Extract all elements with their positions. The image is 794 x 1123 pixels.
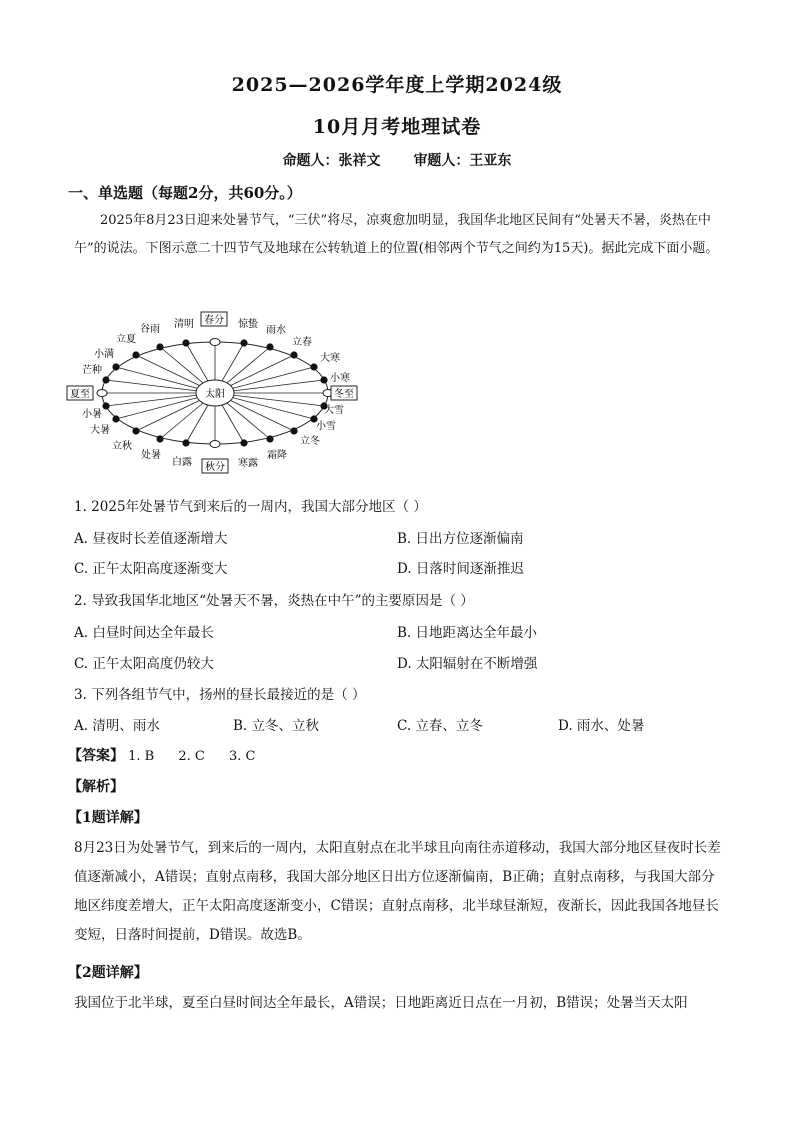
answer-label: 【答案】 [68,748,124,764]
section-heading: 一、单选题（每题2分，共60分。） [68,184,302,202]
label-guyu: 谷雨 [140,324,160,335]
q3-option-c: C. 立春、立冬 [397,718,483,734]
q2-detail-text: 我国位于北半球，夏至白昼时间达全年最长，A错误；日地距离近日点在一月初，B错误；处暑当天太阳 [74,995,688,1011]
q2-option-a: A. 白昼时间达全年最长 [74,625,214,641]
label-yushui: 雨水 [266,325,286,336]
label-lixia: 立夏 [116,334,136,345]
sun-label: 太阳 [205,389,225,400]
label-dashu: 大暑 [90,425,110,436]
reviewer: 审题人：王亚东 [413,153,512,169]
label-spring-equinox: 春分 [204,315,224,326]
label-liqiu: 立秋 [112,441,132,452]
label-autumn-equinox: 秋分 [205,462,225,473]
q3-option-d: D. 雨水、处暑 [558,718,645,734]
label-hanlu: 寒露 [238,458,258,469]
label-xiaoxue: 小雪 [316,421,336,432]
question-2-stem: 2. 导致我国华北地区“处暑天不暑，炎热在中午”的主要原因是（ ） [74,593,474,609]
label-lichun: 立春 [292,337,312,348]
q1-option-d: D. 日落时间逐渐推迟 [397,561,524,577]
q2-option-d: D. 太阳辐射在不断增强 [397,656,538,672]
label-xiaohan: 小寒 [330,373,350,384]
label-mangzhong: 芒种 [82,365,102,376]
label-summer-solstice: 夏至 [70,389,90,400]
answer-line [68,745,255,765]
label-qingming: 清明 [174,319,194,330]
q1-option-b: B. 日出方位逐渐偏南 [397,531,524,547]
label-bailu: 白露 [172,457,192,468]
label-winter-solstice: 冬至 [334,389,354,400]
label-lidong: 立冬 [300,436,320,447]
q1-detail-text: 8月23日为处暑节气，到来后的一周内，太阳直射点在北半球且向南往赤道移动，我国大部分地区昼夜时长差值逐渐减小，A错误；直射点南移，我国大部分地区日出方位逐渐偏南，B正确；直射点南移，与我国大部分地区纬度差增大，正午太阳高度逐渐变小，C错误；直射点南移，北半球昼渐短，夜渐长，因此我国各地昼长变短，日落时间提前，D错误。故选B。 [74,840,721,943]
authors-line [0,150,794,170]
answer-1: 1. B [128,749,155,764]
label-dahan: 大寒 [320,353,340,364]
q1-option-c: C. 正午太阳高度逐渐变大 [74,561,228,577]
analysis-label: 【解析】 [68,779,124,795]
q2-detail-title: 【2题详解】 [68,965,148,981]
title-line-1: 2025—2026学年度上学期2024级 [231,74,563,96]
label-chushu: 处暑 [141,450,161,461]
title-line-2: 10月月考地理试卷 [312,116,482,138]
author: 命题人：张祥文 [282,153,381,169]
q2-option-b: B. 日地距离达全年最小 [397,625,538,641]
label-jingzhe: 惊蛰 [238,319,258,330]
answer-2: 2. C [178,749,205,764]
q3-option-b: B. 立冬、立秋 [233,718,320,734]
answer-3: 3. C [229,749,256,764]
question-1-stem: 1. 2025年处暑节气到来后的一周内，我国大部分地区（ ） [74,499,427,515]
solar-terms-diagram [64,305,364,480]
q2-option-c: C. 正午太阳高度仍较大 [74,656,214,672]
question-3-stem: 3. 下列各组节气中，扬州的昼长最接近的是（ ） [74,687,366,703]
q3-option-a: A. 清明、雨水 [74,718,160,734]
label-xiaoman: 小满 [94,349,114,360]
q1-detail-title: 【1题详解】 [68,810,148,826]
intro-paragraph: 2025年8月23日迎来处暑节气，“三伏”将尽，凉爽愈加明显，我国华北地区民间有“处暑天不暑，炎热在中午”的说法。下图示意二十四节气及地球在公转轨道上的位置(相邻两个节气之间约为15天)。据此完成下面小题。 [74,213,719,256]
label-shuangjiang: 霜降 [267,450,287,461]
label-xiaoshu: 小暑 [82,409,102,420]
label-daxue: 大雪 [324,405,344,416]
q1-option-a: A. 昼夜时长差值逐渐增大 [74,531,228,547]
